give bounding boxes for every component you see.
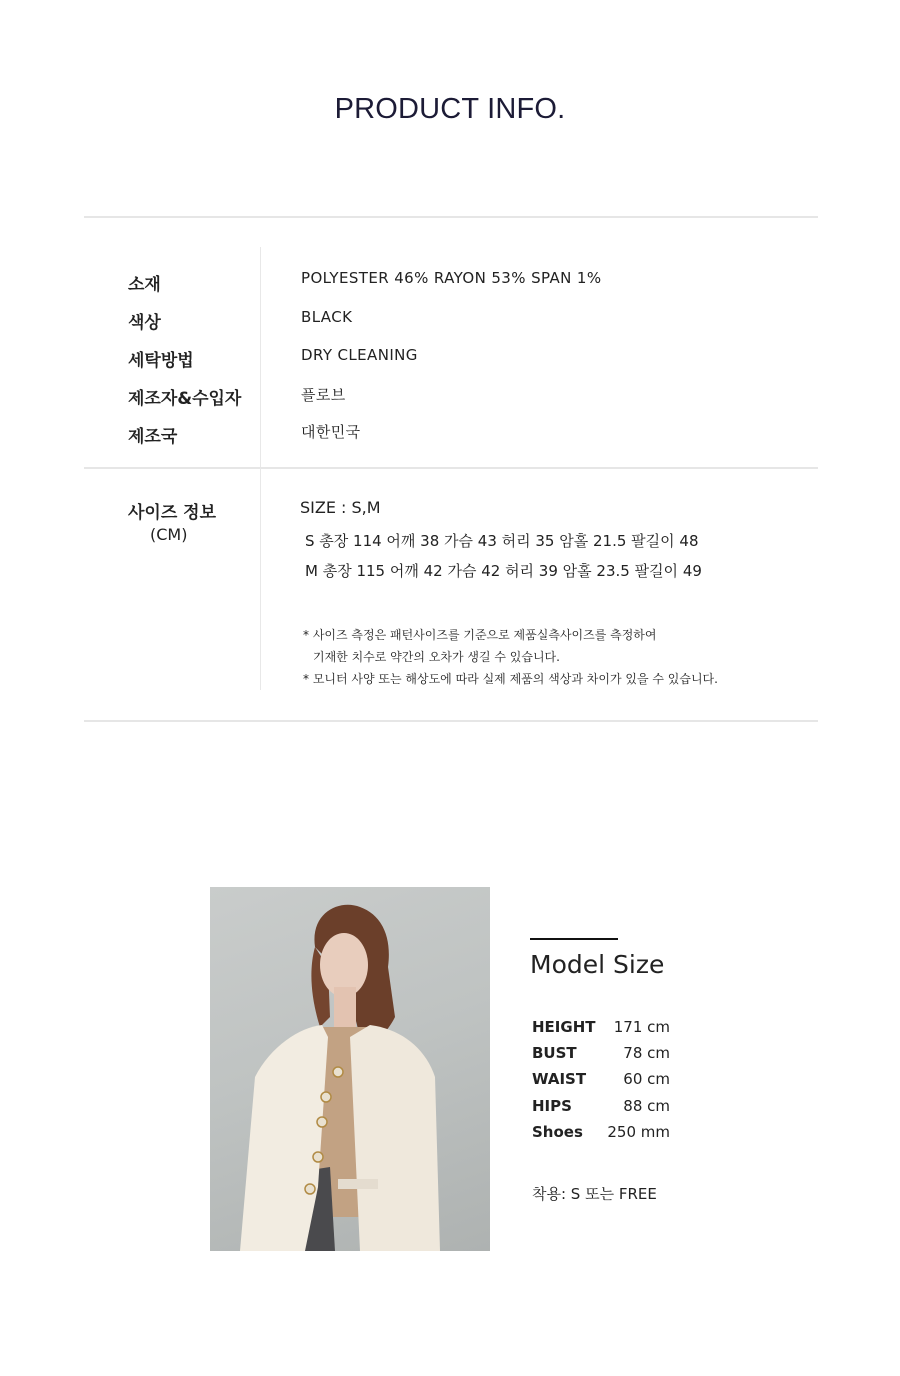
wearing-size: 착용: S 또는 FREE: [532, 1185, 657, 1203]
hips-label: HIPS: [532, 1097, 572, 1115]
height-label: HEIGHT: [532, 1018, 596, 1036]
material-label: 소재: [128, 275, 161, 295]
color-label: 색상: [128, 313, 161, 333]
size-note-2: 기재한 치수로 약간의 오차가 생길 수 있습니다.: [313, 650, 560, 664]
page-title: PRODUCT INFO.: [334, 93, 566, 125]
size-m-measurements: M 총장 115 어깨 42 가슴 42 허리 39 암홀 23.5 팔길이 49: [305, 562, 702, 580]
material-value: POLYESTER 46% RAYON 53% SPAN 1%: [301, 269, 602, 287]
size-options: SIZE : S,M: [300, 498, 381, 517]
model-illustration: [210, 887, 490, 1251]
column-divider-info: [260, 247, 261, 467]
washing-label: 세탁방법: [128, 351, 194, 371]
color-value: BLACK: [301, 308, 353, 326]
shoes-label: Shoes: [532, 1123, 583, 1141]
waist-value: 60 cm: [623, 1070, 670, 1088]
size-unit-label: (CM): [150, 525, 188, 544]
size-s-measurements: S 총장 114 어깨 38 가슴 43 허리 35 암홀 21.5 팔길이 48: [305, 532, 699, 550]
model-size-title: Model Size: [530, 950, 665, 979]
size-note-3: * 모니터 사양 또는 해상도에 따라 실제 제품의 색상과 차이가 있을 수 있습니다.: [303, 672, 718, 686]
size-note-1: * 사이즈 측정은 패턴사이즈를 기준으로 제품실측사이즈를 측정하여: [303, 628, 657, 642]
hips-value: 88 cm: [623, 1097, 670, 1115]
waist-label: WAIST: [532, 1070, 587, 1088]
divider-middle: [84, 467, 818, 469]
origin-value: 대한민국: [301, 423, 361, 441]
origin-label: 제조국: [128, 427, 178, 447]
column-divider-size: [260, 468, 261, 690]
divider-bottom: [84, 720, 818, 722]
bust-value: 78 cm: [623, 1044, 670, 1062]
model-photo: [210, 887, 490, 1251]
model-size-accent-line: [530, 938, 618, 940]
shoes-value: 250 mm: [607, 1123, 670, 1141]
bust-label: BUST: [532, 1044, 577, 1062]
washing-value: DRY CLEANING: [301, 346, 418, 364]
height-value: 171 cm: [613, 1018, 670, 1036]
manufacturer-label: 제조자&수입자: [128, 389, 242, 409]
divider-top: [84, 216, 818, 218]
size-info-label: 사이즈 정보: [128, 503, 217, 523]
manufacturer-value: 플로브: [301, 386, 346, 404]
